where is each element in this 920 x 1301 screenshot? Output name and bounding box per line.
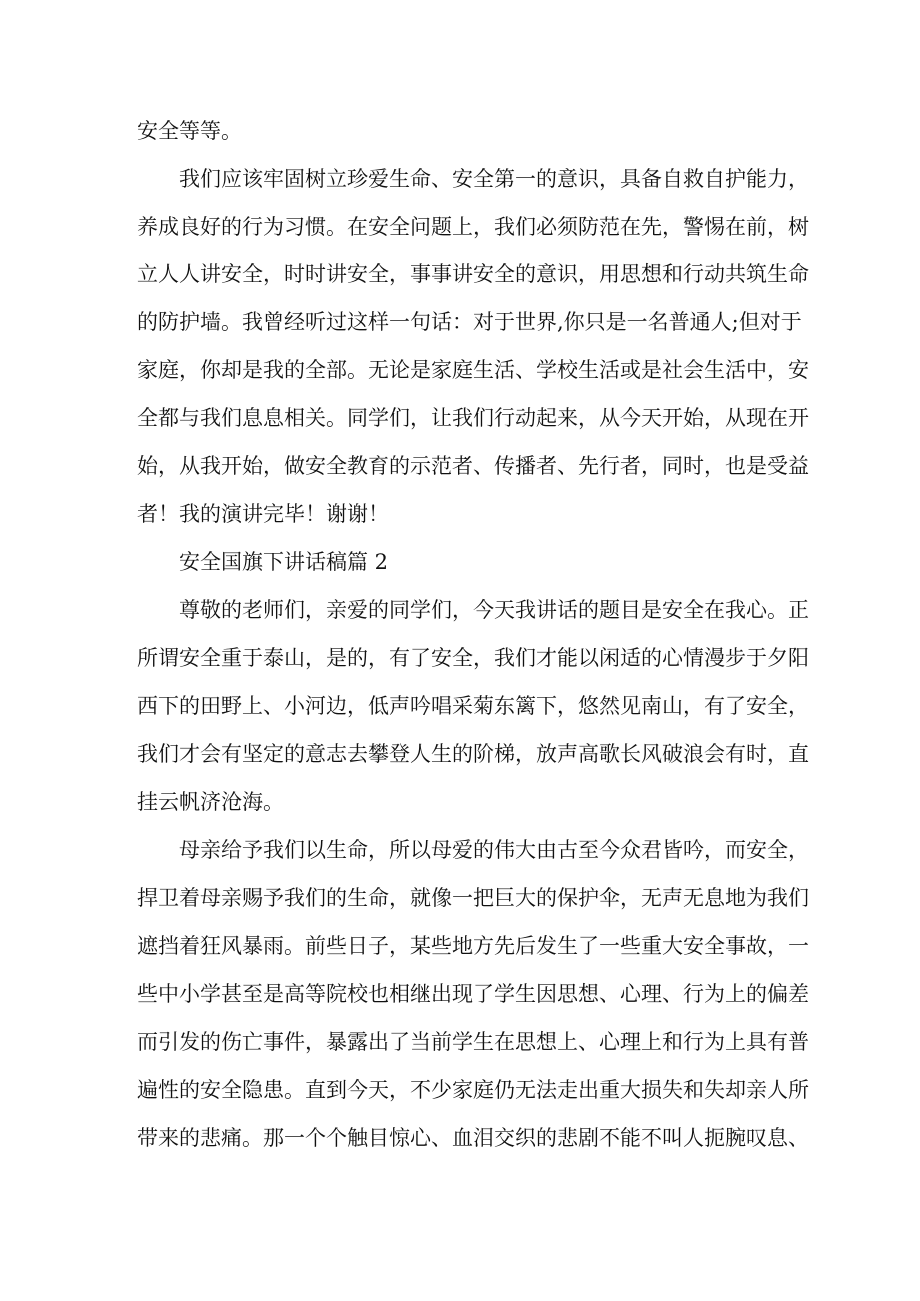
paragraph-1-line-4: 的防护墙。我曾经听过这样一句话：对于世界,你只是一名普通人;但对于 bbox=[137, 310, 802, 334]
text-line-1: 安全等等。 bbox=[137, 119, 242, 143]
section-heading: 安全国旗下讲话稿篇 2 bbox=[179, 550, 389, 574]
paragraph-1-line-5: 家庭，你却是我的全部。无论是家庭生活、学校生活或是社会生活中，安 bbox=[137, 358, 809, 382]
paragraph-3-line-2: 捍卫着母亲赐予我们的生命，就像一把巨大的保护伞，无声无息地为我们 bbox=[137, 886, 809, 910]
paragraph-1-line-3: 立人人讲安全，时时讲安全，事事讲安全的意识，用思想和行动共筑生命 bbox=[137, 262, 809, 286]
paragraph-2-line-4: 我们才会有坚定的意志去攀登人生的阶梯，放声高歌长风破浪会有时，直 bbox=[137, 742, 809, 766]
paragraph-2-line-5: 挂云帆济沧海。 bbox=[137, 790, 284, 814]
paragraph-1-line-6: 全都与我们息息相关。同学们，让我们行动起来，从今天开始，从现在开 bbox=[137, 406, 809, 430]
paragraph-2-line-3: 西下的田野上、小河边，低声吟唱采菊东篱下，悠然见南山，有了安全， bbox=[137, 694, 809, 718]
paragraph-1-line-8: 者！我的演讲完毕！谢谢！ bbox=[137, 502, 389, 526]
paragraph-1-line-1: 我们应该牢固树立珍爱生命、安全第一的意识，具备自救自护能力， bbox=[179, 167, 809, 191]
paragraph-3-line-1: 母亲给予我们以生命，所以母爱的伟大由古至今众君皆吟，而安全， bbox=[179, 838, 809, 862]
paragraph-3-line-7: 带来的悲痛。那一个个触目惊心、血泪交织的悲剧不能不叫人扼腕叹息、 bbox=[137, 1126, 809, 1150]
paragraph-1-line-2: 养成良好的行为习惯。在安全问题上，我们必须防范在先，警惕在前，树 bbox=[137, 215, 809, 239]
paragraph-2-line-2: 所谓安全重于泰山，是的，有了安全，我们才能以闲适的心情漫步于夕阳 bbox=[137, 646, 809, 670]
paragraph-3-line-6: 遍性的安全隐患。直到今天，不少家庭仍无法走出重大损失和失却亲人所 bbox=[137, 1078, 809, 1102]
paragraph-1-line-7: 始，从我开始，做安全教育的示范者、传播者、先行者，同时，也是受益 bbox=[137, 454, 809, 478]
paragraph-3-line-5: 而引发的伤亡事件，暴露出了当前学生在思想上、心理上和行为上具有普 bbox=[137, 1030, 809, 1054]
paragraph-3-line-3: 遮挡着狂风暴雨。前些日子，某些地方先后发生了一些重大安全事故，一 bbox=[137, 934, 809, 958]
paragraph-2-line-1: 尊敬的老师们，亲爱的同学们，今天我讲话的题目是安全在我心。正 bbox=[179, 598, 809, 622]
paragraph-3-line-4: 些中小学甚至是高等院校也相继出现了学生因思想、心理、行为上的偏差 bbox=[137, 982, 809, 1006]
